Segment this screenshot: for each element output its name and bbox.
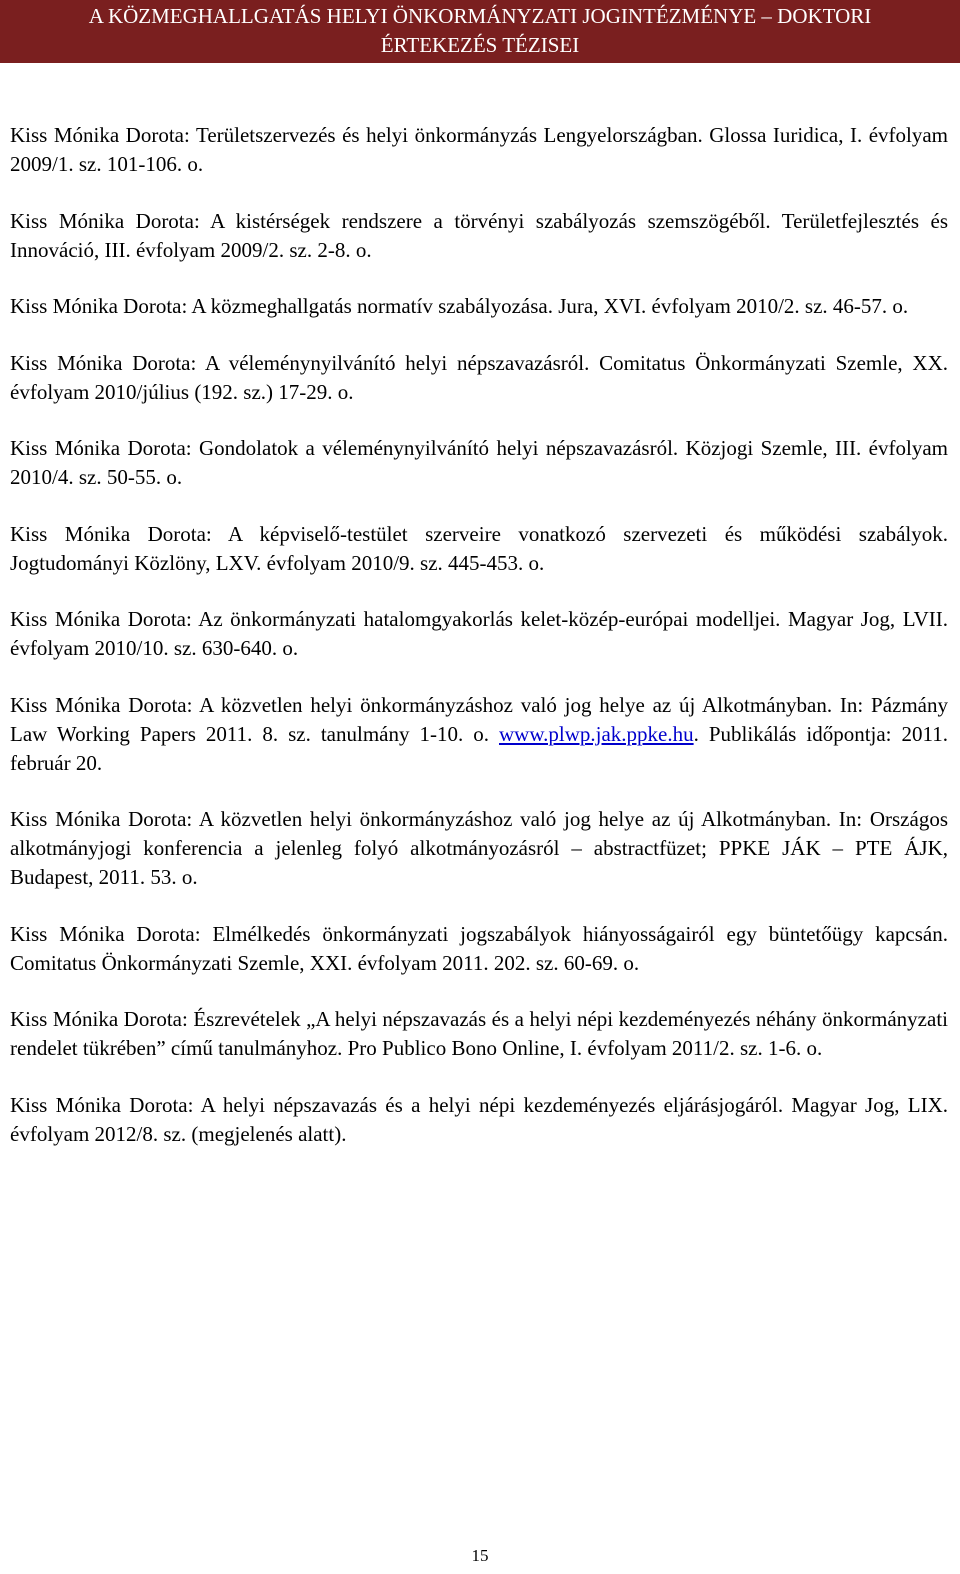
publication-item: Kiss Mónika Dorota: A képviselő-testület szerveire vonatkozó szervezeti és működési szabályok. Jogtudományi Közlöny, LXV. évfolyam 2010/9. sz. 445-453. o. [10, 521, 948, 575]
header-title-line-1: A KÖZMEGHALLGATÁS HELYI ÖNKORMÁNYZATI JOGINTÉZMÉNYE – DOKTORI [88, 4, 872, 28]
publication-item: Kiss Mónika Dorota: Elmélkedés önkormányzati jogszabályok hiányosságairól egy büntetőügy kapcsán. Comitatus Önkormányzati Szemle, XXI. évfolyam 2011. 202. sz. 60-69. o. [10, 921, 948, 975]
publication-list [10, 121, 948, 1176]
publication-item: Kiss Mónika Dorota: A kistérségek rendszere a törvényi szabályozás szemszögéből. Területfejlesztés és Innováció, III. évfolyam 2009/2. sz. 2-8. o. [10, 208, 948, 262]
publication-link[interactable]: www.plwp.jak.ppke.hu [499, 721, 694, 746]
publication-item: Kiss Mónika Dorota: A közmeghallgatás normatív szabályozása. Jura, XVI. évfolyam 2010/2. sz. 46-57. o. [10, 294, 909, 318]
publication-item: Kiss Mónika Dorota: Gondolatok a véleménynyilvánító helyi népszavazásról. Közjogi Szemle, III. évfolyam 2010/4. sz. 50-55. o. [10, 436, 948, 489]
publication-item: Kiss Mónika Dorota: A véleménynyilvánító helyi népszavazásról. Comitatus Önkormányzati Szemle, XX. évfolyam 2010/július (192. sz.) 17-29. o. [10, 350, 948, 404]
publication-item: Kiss Mónika Dorota: A közvetlen helyi önkormányzáshoz való jog helye az új Alkotmányban. In: Országos alkotmányjogi konferencia a jelenleg folyó alkotmányozásról – abstractfüzet; PPKE JÁK – PTE ÁJK, Budapest, 2011. 53. o. [10, 807, 948, 889]
publication-item: Kiss Mónika Dorota: Észrevételek „A helyi népszavazás és a helyi népi kezdeményezés néhány önkormányzati rendelet tükrében” című tanulmányhoz. Pro Publico Bono Online, I. évfolyam 2011/2. sz. 1-6. o. [10, 1007, 948, 1060]
publication-item: Kiss Mónika Dorota: Területszervezés és helyi önkormányzás Lengyelországban. Glossa Iuridica, I. évfolyam 2009/1. sz. 101-106. o. [10, 123, 948, 176]
publication-text-after-link: . Publikálás időpontja: 2011. február 20. [10, 721, 948, 775]
page-number: 15 [471, 1546, 489, 1565]
header-title-line-2: ÉRTEKEZÉS TÉZISEI [380, 33, 580, 57]
publication-item [10, 691, 948, 778]
publication-item: Kiss Mónika Dorota: A helyi népszavazás és a helyi népi kezdeményezés eljárásjogáról. Magyar Jog, LIX. évfolyam 2012/8. sz. (megjelenés alatt). [10, 1092, 948, 1146]
publication-item: Kiss Mónika Dorota: Az önkormányzati hatalomgyakorlás kelet-közép-európai modelljei. Magyar Jog, LVII. évfolyam 2010/10. sz. 630-640. o. [10, 607, 948, 660]
publication-text: Kiss Mónika Dorota: A közvetlen helyi önkormányzáshoz való jog helye az új Alkotmányban. In: Pázmány Law Working Papers 2011. 8. sz. tanulmány 1-10. o. [10, 692, 948, 746]
document-header [0, 0, 960, 63]
